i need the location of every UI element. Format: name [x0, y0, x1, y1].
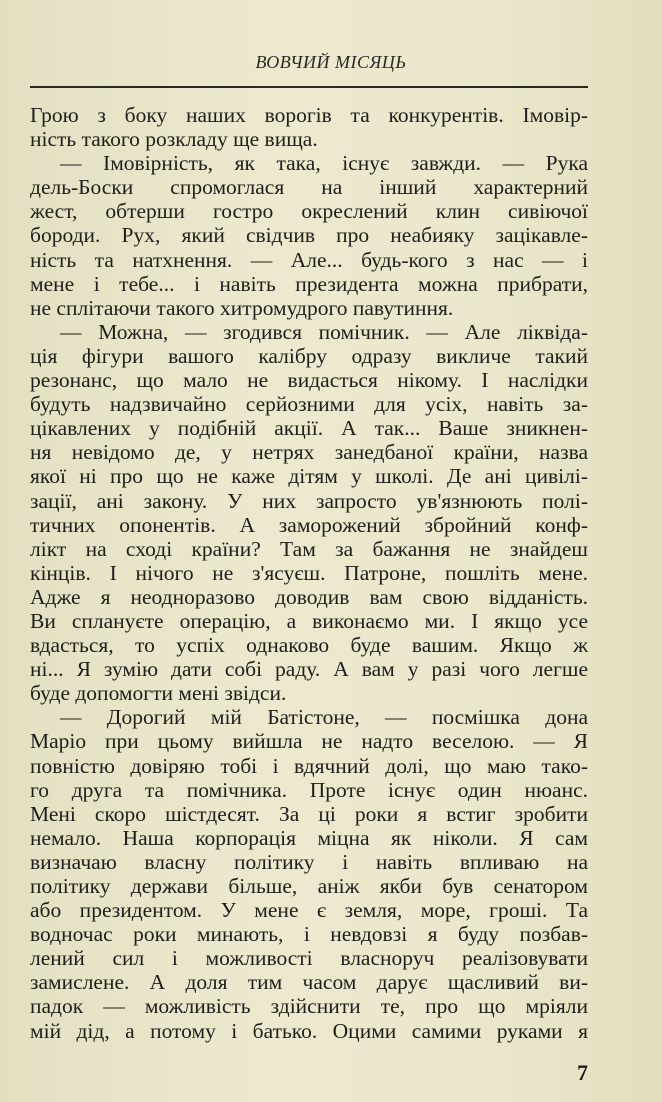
text-line: падок — можливість здійснити те, про що мріяли: [30, 994, 588, 1019]
text-line: лікт на сході країни? Там за бажання не знайдеш: [30, 536, 588, 561]
text-line: Мені скоро шістдесят. За ці роки я встиг зробити: [30, 801, 588, 826]
text-line: жест, обтерши гостро окреслений клин сивіючої: [30, 199, 588, 224]
text-line: тичних опонентів. А заморожений збройний конф-: [30, 512, 588, 537]
text-line: резонанс, що мало не видасться нікому. І наслідки: [30, 368, 588, 393]
text-line: Маріо при цьому вийшла не надто веселою. — Я: [30, 729, 588, 754]
text-line: буде допомогти мені звідси.: [30, 681, 287, 706]
running-head: ВОВЧИЙ МІСЯЦЬ: [255, 52, 407, 72]
text-line: бороди. Рух, який свідчив про неабияку зацікавле-: [30, 223, 588, 248]
text-line: будуть надзвичайно серйозними для усіх, навіть за-: [30, 392, 588, 417]
text-line: Ви сплануєте операцію, а виконаємо ми. І якщо усе: [30, 608, 588, 633]
text-line: кінців. І нічого не з'ясуєш. Патроне, пошліть мене.: [30, 560, 588, 585]
text-line: Грою з боку наших ворогів та конкурентів. Імовір-: [30, 103, 588, 127]
text-line: не сплітаючи такого хитромудрого павутиння.: [30, 295, 454, 320]
text-line: ня невідомо де, у нетрях занедбаної країни, назва: [30, 440, 588, 465]
text-line: — Дорогий мій Батістоне, — посмішка дона: [60, 705, 588, 730]
body-text: [30, 103, 588, 1043]
text-line: якої ні про що не каже дітям у школі. Де ані цивілі-: [30, 464, 588, 489]
text-line: немало. Наша корпорація міцна як ніколи. Я сам: [30, 825, 588, 850]
text-line: ція фігури вашого калібру одразу викличе такий: [30, 343, 588, 368]
text-line: Адже я неодноразово доводив вам свою відданість.: [30, 584, 588, 609]
text-line: — Імовірність, як така, існує завжди. — Рука: [60, 151, 588, 176]
text-line: дель-Боски спромоглася на інший характерний: [30, 175, 588, 200]
text-line: замислене. А доля тим часом дарує щасливий ви-: [30, 970, 588, 995]
text-line: мій дід, а потому і батько. Оцими самими руками я: [30, 1018, 588, 1043]
text-line: водночас роки минають, і невдовзі я буду позбав-: [30, 922, 588, 947]
text-line: ність такого розкладу ще вища.: [30, 127, 318, 152]
text-line: го друга та помічника. Проте існує один нюанс.: [30, 777, 588, 802]
text-line: мене і тебе... і навіть президента можна прибрати,: [30, 271, 588, 296]
text-line: — Можна, — згодився помічник. — Але ліквіда-: [60, 319, 588, 344]
text-line: визначаю власну політику і навіть впливаю на: [30, 849, 588, 874]
page-number: 7: [577, 1060, 588, 1085]
header-rule: [30, 86, 588, 88]
text-line: лений сил і можливості власноруч реалізовувати: [30, 946, 588, 971]
text-line: ні... Я зумію дати собі раду. А вам у разі чого легше: [30, 657, 588, 682]
text-line: цікавлених у подібній акції. А так... Ваше зникнен-: [30, 416, 588, 441]
text-line: вдасться, то успіх однаково буде вашим. Якщо ж: [30, 633, 588, 658]
text-line: зації, ані закону. У них запросто ув'язнюють полі-: [30, 488, 588, 513]
text-line: повністю довіряю тобі і вдячний долі, що маю тако-: [30, 753, 588, 778]
text-line: ність та натхнення. — Але... будь-кого з нас — і: [30, 247, 588, 272]
text-line: або президентом. У мене є земля, море, гроші. Та: [30, 898, 588, 923]
text-line: політику держави більше, аніж якби був сенатором: [30, 874, 588, 898]
